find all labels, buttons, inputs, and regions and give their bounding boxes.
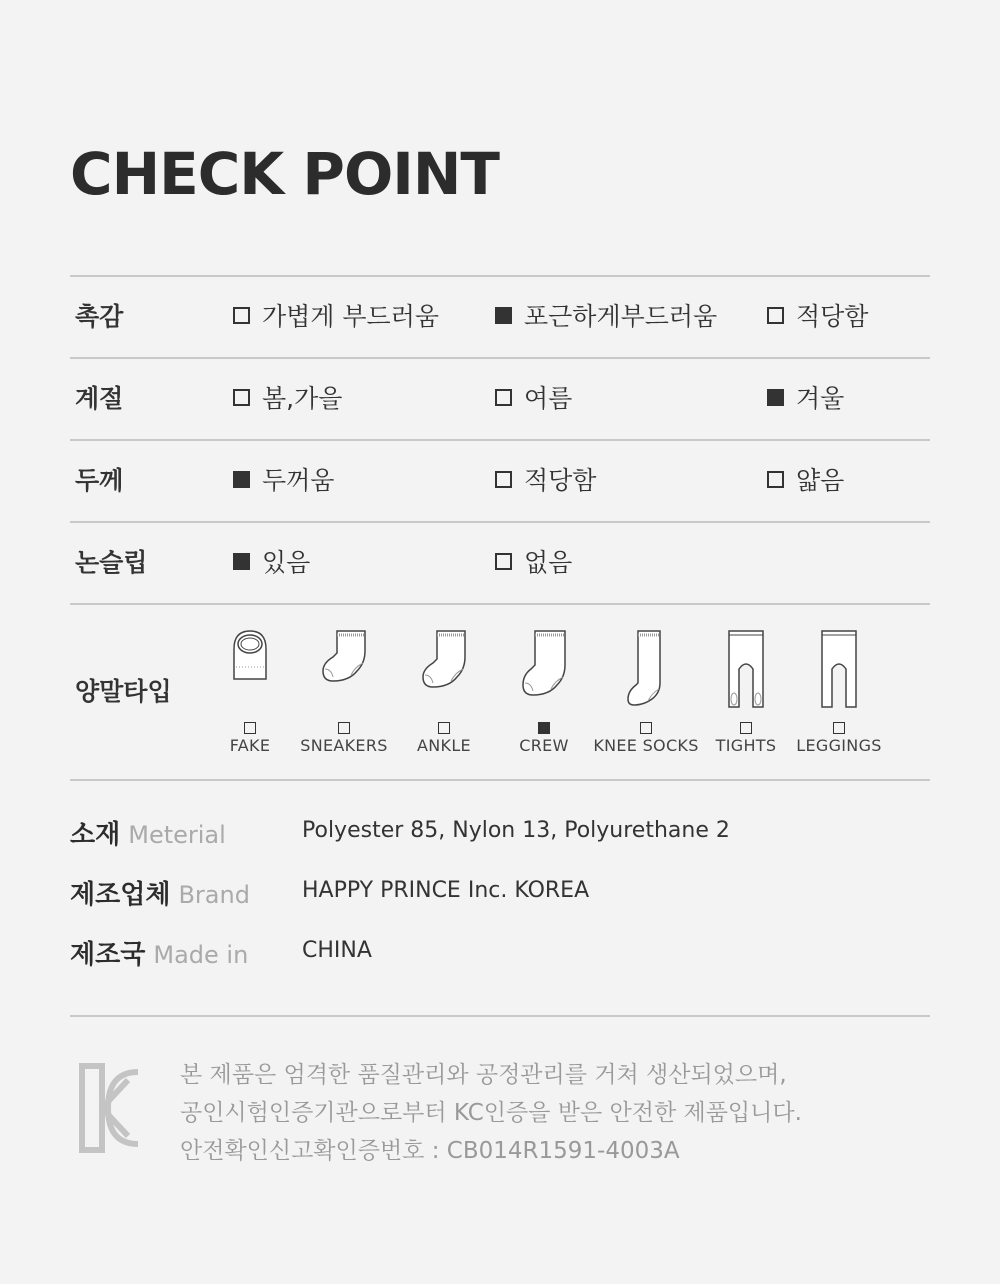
sock-type-knee [591,605,701,779]
option [495,359,572,439]
checkbox [495,553,512,570]
option [495,441,596,521]
notice-line: 본 제품은 엄격한 품질관리와 공정관리를 거쳐 생산되었으며, [180,1062,787,1088]
checkbox [233,307,250,324]
option-label: 여름 [524,384,573,413]
option-label: 없음 [524,548,573,577]
spec-value: HAPPY PRINCE Inc. KOREA [302,878,590,903]
checkbox [233,553,250,570]
checkbox [767,389,784,406]
row-label: 논슬립 [75,548,148,577]
option-label: 있음 [262,548,311,577]
option-label: 봄,가을 [262,384,343,413]
spec-made-in [70,934,930,974]
spec-label-en: Made in [153,941,249,969]
option [495,523,572,603]
checkbox [233,471,250,488]
divider [70,1015,930,1017]
page-title: CHECK POINT [70,140,499,208]
checkbox [438,722,450,734]
row-season [70,357,930,439]
checkbox [338,722,350,734]
tights-icon [727,629,765,711]
checkbox [233,389,250,406]
row-texture [70,275,930,357]
option [495,277,717,357]
checkbox [495,389,512,406]
option [233,359,342,439]
sock-type-label: SNEAKERS [300,736,388,755]
checkbox [833,722,845,734]
check-point-table [70,275,930,781]
sock-type-label: FAKE [229,736,271,755]
row-label: 계절 [75,384,124,413]
spec-label-en: Meterial [128,821,226,849]
option-label: 겨울 [796,384,845,413]
sock-type-sneakers [289,605,399,779]
sock-type-leggings [784,605,894,779]
row-label: 양말타입 [75,677,172,706]
spec-label-ko: 제조국 [70,940,146,970]
fake-sock-icon [230,629,270,685]
row-sock-type [70,603,930,781]
option-label: 포근하게부드러움 [524,302,718,331]
option-label: 적당함 [796,302,869,331]
option-label: 두꺼움 [262,466,335,495]
option [767,441,844,521]
row-thickness [70,439,930,521]
checkbox [640,722,652,734]
checkbox [244,722,256,734]
crew-sock-icon [519,629,569,697]
checkbox [495,307,512,324]
sock-type-label: TIGHTS [715,736,777,755]
option [233,441,334,521]
option-label: 얇음 [796,466,845,495]
sock-type-label: LEGGINGS [796,736,882,755]
checkbox [767,307,784,324]
checkbox [495,471,512,488]
ankle-sock-icon [419,629,469,691]
knee-sock-icon [626,629,666,707]
row-label: 촉감 [75,302,124,331]
option-label: 적당함 [524,466,597,495]
spec-label-ko: 소재 [70,820,121,850]
sock-type-label: ANKLE [417,736,471,755]
checkbox [767,471,784,488]
spec-value: CHINA [302,938,372,963]
sock-type-crew [489,605,599,779]
spec-label-ko: 제조업체 [70,880,171,910]
option-label: 가볍게 부드러움 [262,302,439,331]
notice-line: 안전확인신고확인증번호 : CB014R1591-4003A [180,1138,680,1164]
option [233,523,310,603]
option [767,359,844,439]
kc-logo-icon [78,1062,142,1154]
sneakers-sock-icon [319,629,369,685]
spec-value: Polyester 85, Nylon 13, Polyurethane 2 [302,818,730,843]
kc-notice [180,1056,802,1170]
sock-type-ankle [389,605,499,779]
spec-label-en: Brand [178,881,250,909]
row-label: 두께 [75,466,124,495]
row-nonslip [70,521,930,603]
option [767,277,868,357]
option [233,277,439,357]
checkbox [538,722,550,734]
checkbox [740,722,752,734]
sock-type-label: CREW [519,736,569,755]
spec-brand [70,874,930,914]
sock-type-label: KNEE SOCKS [593,736,699,755]
leggings-icon [820,629,858,711]
spec-material [70,814,930,854]
notice-line: 공인시험인증기관으로부터 KC인증을 받은 안전한 제품입니다. [180,1100,802,1126]
